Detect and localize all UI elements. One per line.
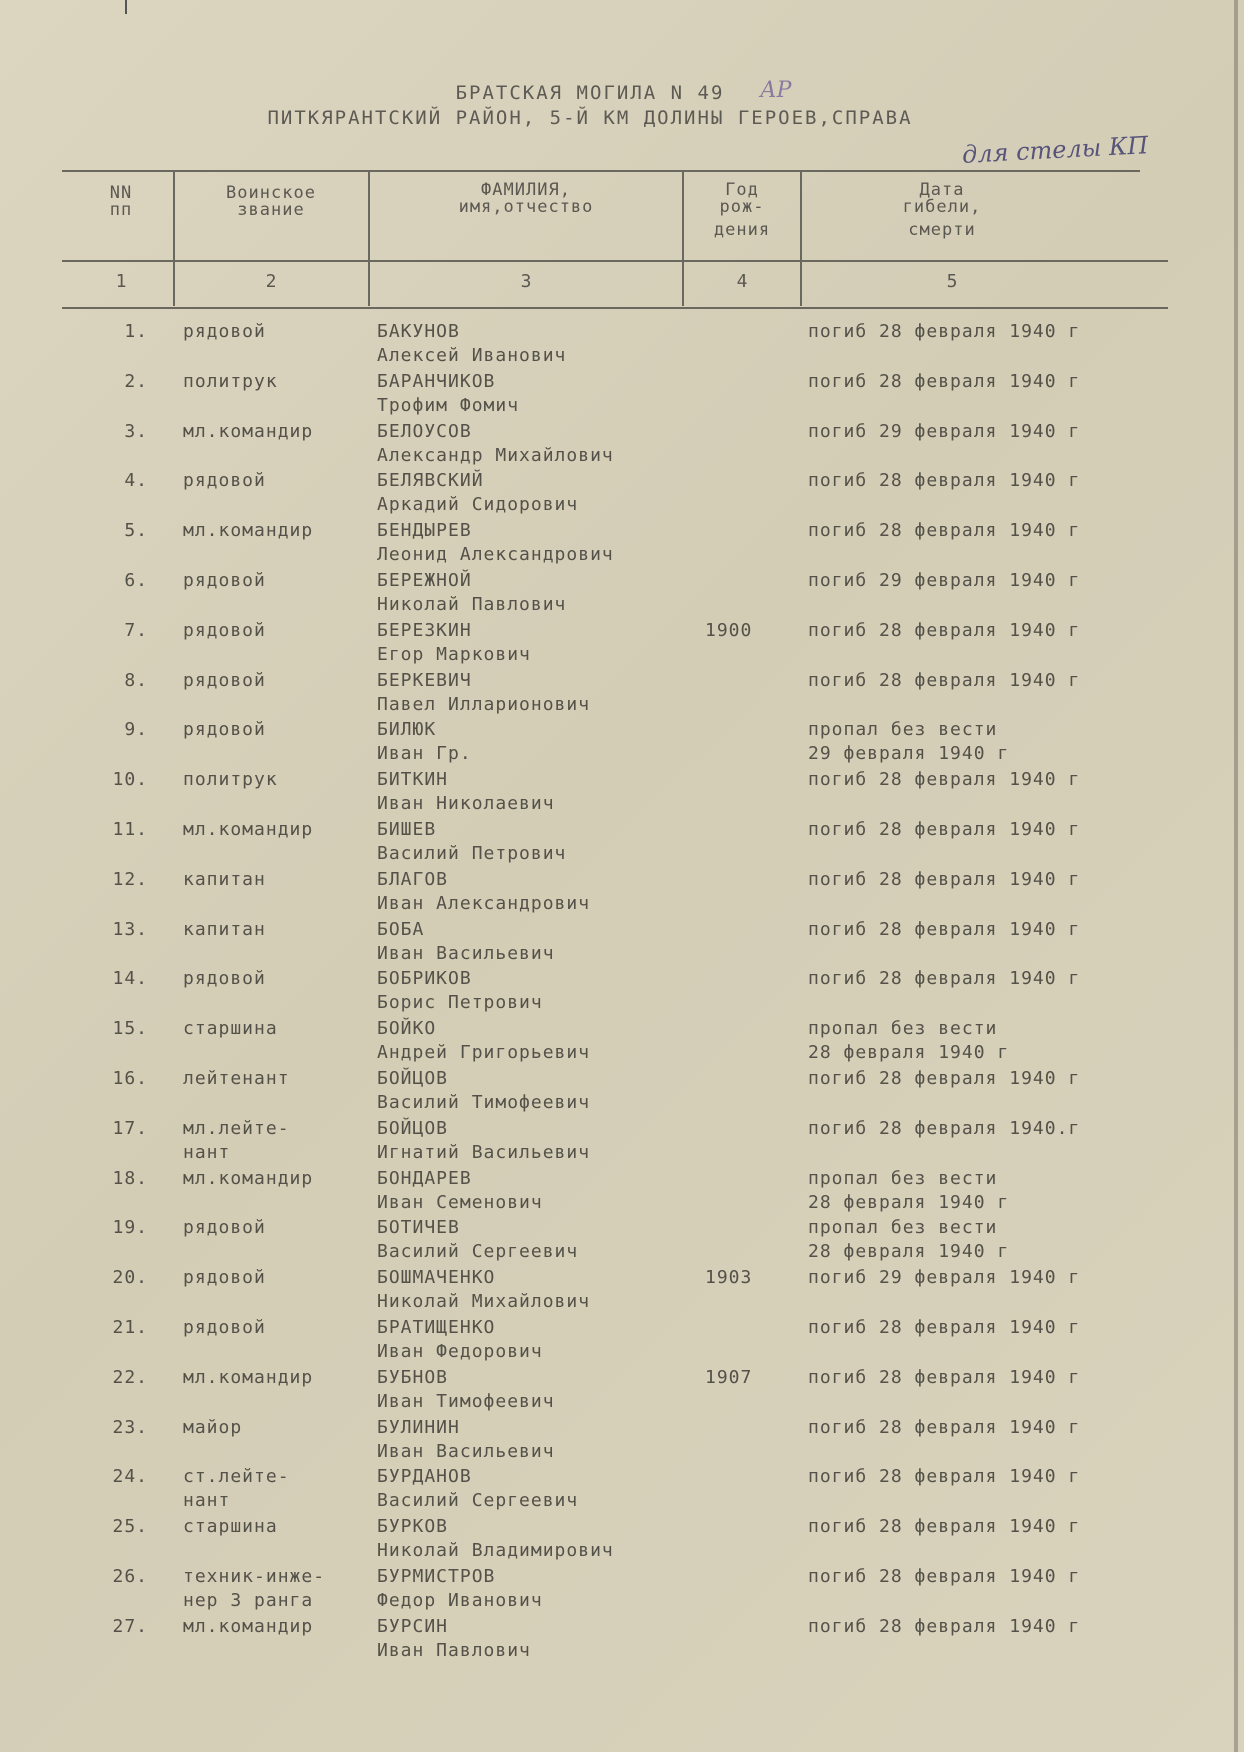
- military-rank: ст.лейте- нант: [183, 1466, 290, 1512]
- given-names: Андрей Григорьевич: [377, 1042, 591, 1064]
- death-date: погиб 28 февраля 1940 г: [808, 1466, 1081, 1488]
- given-names: Егор Маркович: [377, 643, 531, 665]
- full-name: [377, 768, 707, 816]
- death-date: погиб 28 февраля 1940 г: [808, 321, 1081, 342]
- surname: БУЛИНИН: [377, 1416, 460, 1438]
- military-rank: мл.командир: [183, 819, 314, 840]
- full-name: [377, 669, 707, 717]
- death-date: погиб 29 февраля 1940 г: [808, 570, 1081, 591]
- surname: БАРАНЧИКОВ: [377, 370, 496, 392]
- row-number: 1.: [124, 321, 148, 342]
- military-rank: капитан: [183, 918, 266, 940]
- given-names: Николай Михайлович: [377, 1291, 591, 1313]
- full-name: [377, 420, 707, 468]
- surname: БОБРИКОВ: [377, 968, 472, 990]
- document-subtitle: ПИТКЯРАНТСКИЙ РАЙОН, 5-Й КМ ДОЛИНЫ ГЕРОЕВ,СПРАВА: [267, 107, 913, 129]
- death-date: погиб 29 февраля 1940 г: [808, 420, 1081, 442]
- given-names: Иван Тимофеевич: [377, 1390, 555, 1412]
- full-name: [377, 818, 707, 866]
- given-names: Борис Петрович: [377, 992, 543, 1014]
- given-names: Игнатий Васильевич: [377, 1141, 591, 1163]
- surname: БОНДАРЕВ: [377, 1167, 472, 1189]
- military-rank: рядовой: [183, 470, 266, 492]
- surname: БИТКИН: [377, 769, 449, 791]
- death-date: погиб 28 февраля 1940 г: [808, 918, 1081, 940]
- column-number: 5: [946, 271, 958, 292]
- full-name: [377, 469, 707, 517]
- row-number: 19.: [112, 1217, 148, 1239]
- full-name: [377, 1167, 707, 1215]
- row-number: 9.: [124, 719, 148, 741]
- full-name: [377, 1117, 707, 1165]
- given-names: Николай Павлович: [377, 594, 567, 615]
- surname: БОБА: [377, 918, 425, 940]
- surname: БРАТИЩЕНКО: [377, 1317, 496, 1338]
- given-names: Федор Иванович: [377, 1590, 543, 1611]
- surname: БОШМАЧЕНКО: [377, 1267, 496, 1289]
- row-number: 11.: [112, 819, 148, 840]
- column-number: 2: [265, 271, 277, 292]
- row-number: 20.: [112, 1267, 148, 1289]
- full-name: [377, 1316, 707, 1364]
- row-number: 6.: [124, 570, 148, 591]
- surname: БОТИЧЕВ: [377, 1217, 460, 1239]
- military-rank: старшина: [183, 1516, 278, 1538]
- given-names: Василий Сергеевич: [377, 1490, 579, 1512]
- column-number: 1: [115, 271, 127, 292]
- full-name: [377, 1465, 707, 1513]
- row-number: 8.: [124, 669, 148, 691]
- death-date: погиб 28 февраля 1940 г: [808, 669, 1081, 691]
- death-date: погиб 28 февраля 1940 г: [808, 1566, 1081, 1587]
- death-date: погиб 28 февраля 1940 г: [808, 370, 1081, 392]
- military-rank: мл.командир: [183, 1167, 314, 1189]
- surname: БОЙЦОВ: [377, 1068, 449, 1089]
- full-name: [377, 1366, 707, 1414]
- given-names: Иван Васильевич: [377, 1440, 555, 1462]
- full-name: [377, 1416, 707, 1464]
- death-date: погиб 28 февраля 1940 г: [808, 1317, 1081, 1338]
- military-rank: рядовой: [183, 619, 266, 641]
- military-rank: мл.командир: [183, 1615, 314, 1637]
- surname: БЕЛЯВСКИЙ: [377, 470, 484, 492]
- full-name: [377, 868, 707, 916]
- given-names: Иван Гр.: [377, 743, 472, 765]
- row-number: 4.: [124, 470, 148, 492]
- surname: БУБНОВ: [377, 1366, 449, 1388]
- row-number: 23.: [112, 1416, 148, 1438]
- military-rank: рядовой: [183, 719, 266, 741]
- given-names: Василий Петрович: [377, 843, 567, 864]
- page-edge-shadow: [1234, 0, 1238, 1752]
- surname: БЕРЕЗКИН: [377, 619, 472, 641]
- death-date: погиб 28 февраля 1940 г: [808, 470, 1081, 492]
- military-rank: политрук: [183, 370, 278, 392]
- death-date: погиб 28 февраля 1940.г: [808, 1117, 1081, 1139]
- row-number: 18.: [112, 1167, 148, 1189]
- given-names: Александр Михайлович: [377, 444, 614, 466]
- given-names: Иван Павлович: [377, 1639, 531, 1661]
- military-rank: техник-инже- нер 3 ранга: [183, 1566, 326, 1611]
- surname: БЛАГОВ: [377, 868, 449, 890]
- header-col-rank: Воинское звание: [226, 183, 316, 220]
- death-date: погиб 28 февраля 1940 г: [808, 1615, 1081, 1637]
- military-rank: рядовой: [183, 669, 266, 691]
- death-date: пропал без вести 28 февраля 1940 г: [808, 1018, 1010, 1064]
- military-rank: рядовой: [183, 1267, 266, 1289]
- given-names: Николай Владимирович: [377, 1540, 614, 1562]
- full-name: [377, 619, 707, 667]
- military-rank: политрук: [183, 769, 278, 791]
- row-number: 21.: [112, 1317, 148, 1338]
- surname: БЕНДЫРЕВ: [377, 520, 472, 542]
- military-rank: старшина: [183, 1018, 278, 1040]
- full-name: [377, 1067, 707, 1115]
- row-number: 26.: [112, 1566, 148, 1587]
- given-names: Василий Тимофеевич: [377, 1092, 591, 1113]
- full-name: [377, 967, 707, 1015]
- given-names: Иван Васильевич: [377, 942, 555, 964]
- military-rank: рядовой: [183, 968, 266, 990]
- table-numbers-rule: [62, 307, 1168, 309]
- death-date: погиб 28 февраля 1940 г: [808, 520, 1081, 542]
- death-date: погиб 28 февраля 1940 г: [808, 1516, 1081, 1538]
- column-number: 3: [520, 271, 532, 292]
- birth-year: 1900: [705, 619, 753, 641]
- given-names: Василий Сергеевич: [377, 1241, 579, 1263]
- header-col-name: ФАМИЛИЯ, имя,отчество: [458, 180, 594, 217]
- document-title: БРАТСКАЯ МОГИЛА N 49: [455, 82, 725, 104]
- surname: БОЙКО: [377, 1018, 437, 1040]
- header-col-date: Дата гибели, смерти: [902, 180, 982, 240]
- row-number: 25.: [112, 1516, 148, 1538]
- death-date: погиб 28 февраля 1940 г: [808, 868, 1081, 890]
- military-rank: мл.командир: [183, 1366, 314, 1388]
- column-divider: [173, 172, 175, 306]
- given-names: Иван Федорович: [377, 1341, 543, 1362]
- death-date: погиб 28 февраля 1940 г: [808, 619, 1081, 641]
- row-number: 10.: [112, 769, 148, 791]
- death-date: погиб 28 февраля 1940 г: [808, 1068, 1081, 1089]
- full-name: [377, 569, 707, 617]
- row-number: 7.: [124, 619, 148, 641]
- full-name: [377, 918, 707, 966]
- death-date: погиб 28 февраля 1940 г: [808, 968, 1081, 990]
- table-header-rule: [62, 260, 1168, 262]
- handwritten-note: для стелы КП: [961, 131, 1149, 169]
- row-number: 14.: [112, 968, 148, 990]
- surname: БИШЕВ: [377, 819, 437, 840]
- full-name: [377, 1017, 707, 1065]
- row-number: 22.: [112, 1366, 148, 1388]
- surname: БОЙЦОВ: [377, 1117, 449, 1139]
- full-name: [377, 519, 707, 567]
- full-name: [377, 320, 707, 368]
- row-number: 17.: [112, 1117, 148, 1139]
- death-date: погиб 28 февраля 1940 г: [808, 1416, 1081, 1438]
- full-name: [377, 1216, 707, 1264]
- death-date: погиб 28 февраля 1940 г: [808, 819, 1081, 840]
- military-rank: рядовой: [183, 1317, 266, 1338]
- military-rank: мл.командир: [183, 520, 314, 542]
- row-number: 13.: [112, 918, 148, 940]
- military-rank: мл.лейте- нант: [183, 1117, 290, 1163]
- given-names: Аркадий Сидорович: [377, 494, 579, 516]
- full-name: [377, 718, 707, 766]
- surname: БЕЛОУСОВ: [377, 420, 472, 442]
- header-col-num: NN пп: [109, 183, 133, 220]
- death-date: погиб 28 февраля 1940 г: [808, 1366, 1081, 1388]
- given-names: Иван Семенович: [377, 1191, 543, 1213]
- row-number: 2.: [124, 370, 148, 392]
- row-number: 5.: [124, 520, 148, 542]
- full-name: [377, 1266, 707, 1314]
- given-names: Трофим Фомич: [377, 394, 520, 416]
- full-name: [377, 1515, 707, 1563]
- death-date: пропал без вести 28 февраля 1940 г: [808, 1217, 1010, 1263]
- surname: БУРДАНОВ: [377, 1466, 472, 1488]
- military-rank: рядовой: [183, 570, 266, 591]
- military-rank: рядовой: [183, 321, 266, 342]
- column-number: 4: [736, 271, 748, 292]
- death-date: погиб 29 февраля 1940 г: [808, 1267, 1081, 1289]
- full-name: [377, 1615, 707, 1663]
- table-top-rule: [62, 170, 1140, 172]
- surname: БЕРКЕВИЧ: [377, 669, 472, 691]
- surname: БУРСИН: [377, 1615, 449, 1637]
- military-rank: лейтенант: [183, 1068, 290, 1089]
- given-names: Алексей Иванович: [377, 345, 567, 366]
- military-rank: мл.командир: [183, 420, 314, 442]
- military-rank: капитан: [183, 868, 266, 890]
- row-number: 15.: [112, 1018, 148, 1040]
- birth-year: 1903: [705, 1267, 753, 1289]
- military-rank: рядовой: [183, 1217, 266, 1239]
- given-names: Иван Александрович: [377, 892, 591, 914]
- row-number: 27.: [112, 1615, 148, 1637]
- row-number: 16.: [112, 1068, 148, 1089]
- full-name: [377, 1565, 707, 1613]
- military-rank: майор: [183, 1416, 243, 1438]
- surname: БУРКОВ: [377, 1516, 449, 1538]
- birth-year: 1907: [705, 1366, 753, 1388]
- row-number: 12.: [112, 868, 148, 890]
- death-date: пропал без вести 29 февраля 1940 г: [808, 719, 1010, 765]
- row-number: 24.: [112, 1466, 148, 1488]
- death-date: пропал без вести 28 февраля 1940 г: [808, 1167, 1010, 1213]
- row-number: 3.: [124, 420, 148, 442]
- given-names: Иван Николаевич: [377, 793, 555, 815]
- edge-mark: [125, 0, 127, 14]
- death-date: погиб 28 февраля 1940 г: [808, 769, 1081, 791]
- surname: БИЛЮК: [377, 719, 437, 741]
- given-names: Павел Илларионович: [377, 693, 591, 715]
- handwritten-mark: АР: [760, 78, 792, 103]
- header-col-year: Год рож- дения: [713, 180, 771, 240]
- given-names: Леонид Александрович: [377, 544, 614, 566]
- surname: БЕРЕЖНОЙ: [377, 570, 472, 591]
- surname: БУРМИСТРОВ: [377, 1566, 496, 1587]
- surname: БАКУНОВ: [377, 321, 460, 342]
- full-name: [377, 370, 707, 418]
